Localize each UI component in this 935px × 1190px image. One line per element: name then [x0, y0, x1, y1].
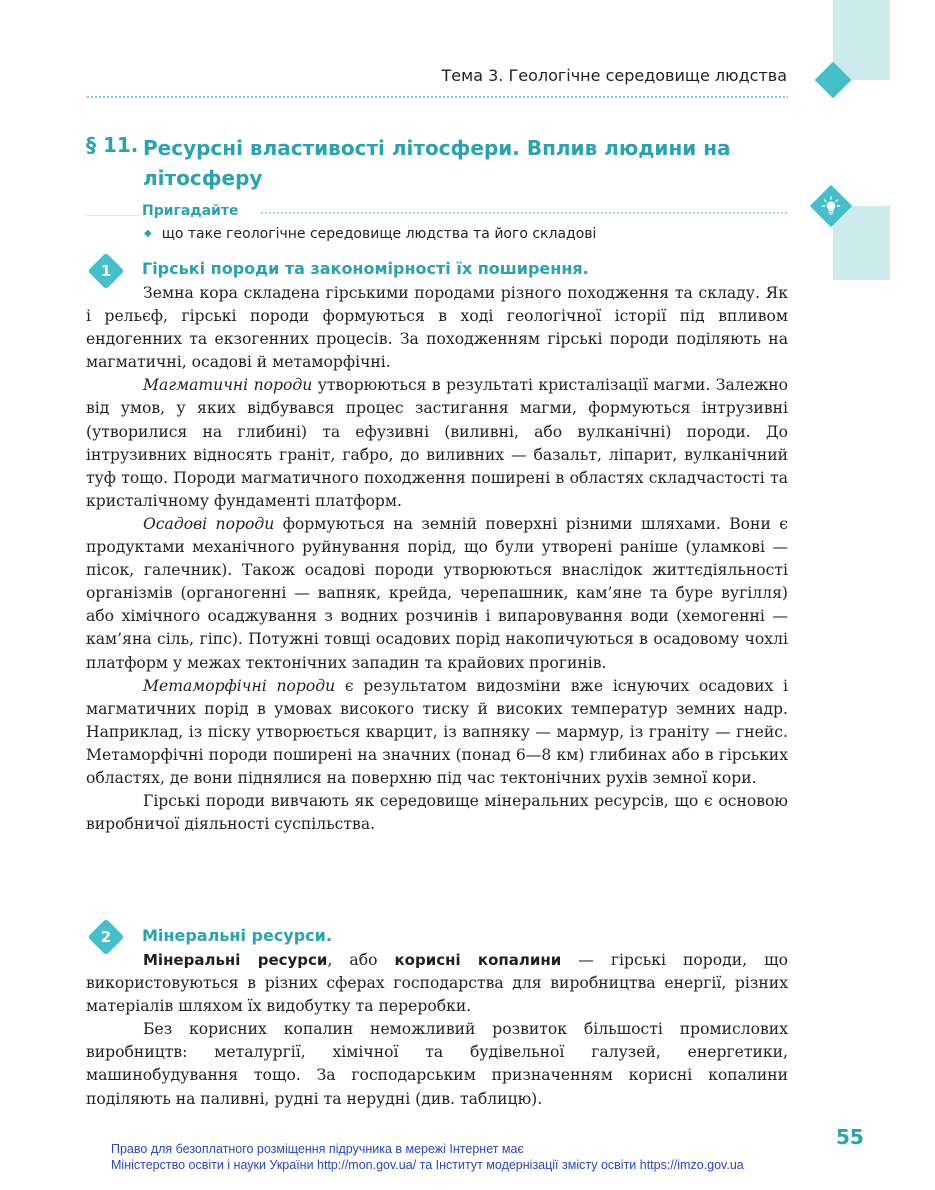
paragraph: Магматичні породи утворюються в результаті кристалізації магми. Залежно від умов, у яких відбувався процес застигання магми, формуються інтрузивні (утворилися на глибині) та ефузивні (виливні, або вулканічні) породи. До інтрузивних відносять граніт, габро, до виливних — базальт, ліпарит, вулканічний туф тощо. Породи магматичного походження поширені в областях складчастості та кристалічному фундаменті платформ. — [86, 376, 789, 510]
paragraph: Осадові породи формуються на земній поверхні різними шляхами. Вони є продуктами механічного руйнування порід, що були утворені раніше (уламкові — пісок, галечник). Також осадові породи утворюються внаслідок життєдіяльності організмів (органогенні — вапняк, крейда, черепашник, кам’яне та буре вугілля) або хімічного осаджування з водних розчинів і випаровування води (хемогенні — кам’яна сіль, гіпс). Потужні товщі осадових порід накопичуються в осадовому чохлі платформ у межах тектонічних западин та крайових прогинів. — [86, 514, 788, 672]
paragraph: Метаморфічні породи є результатом видозміни вже існуючих осадових і магматичних порід в умовах високого тиску й високих температур земних надр. Наприклад, із піску утворюється кварцит, із вапняку — мармур, із граніту — гнейс. Метаморфічні породи поширені на значних (понад 6—8 км) глибинах або в гірських областях, де вони піднялися на поверхню під час тектонічних рухів земної кори. — [86, 676, 788, 787]
page-number: 55 — [836, 1125, 864, 1149]
paragraph: Без корисних копалин неможливий розвиток більшості промислових виробництв: металургії, хімічної та будівельної галузей, енергетики, машинобудування тощо. За господарським призначенням корисні копалини поділяють на паливні, рудні та нерудні (див. таблицю). — [86, 1020, 788, 1108]
section-number: § 11. — [86, 133, 139, 157]
header-topic: Тема 3. Геологічне середовище людства — [441, 66, 787, 85]
header-dotted-rule — [86, 94, 788, 100]
side-tab-top — [833, 0, 890, 80]
paragraph: Гірські породи вивчають як середовище мінеральних ресурсів, що є основою виробничої діяльності суспільства. — [86, 792, 788, 834]
subsection-2-title: Мінеральні ресурси. — [142, 926, 332, 945]
paragraph: Земна кора складена гірськими породами різного походження та складу. Як і рельєф, гірські породи формуються в ході геологічної історії під впливом ендогенних та екзогенних процесів. За походженням гірські породи поділяють на магматичні, осадові й метаморфічні. — [86, 284, 788, 372]
remember-rule — [86, 215, 140, 216]
footer-line-2[interactable]: Міністерство освіти і науки України http://mon.gov.ua/ та Інститут модернізації змісту освіти https://imzo.gov.ua — [111, 1158, 744, 1172]
subsection-2-badge: 2 — [93, 924, 119, 950]
subsection-2-body — [86, 949, 788, 1111]
remember-dotted-rule — [260, 210, 788, 216]
subsection-1-badge: 1 — [93, 258, 119, 284]
remember-item: ◆ що таке геологічне середовище людства та його складові — [144, 226, 597, 242]
subsection-1-title: Гірські породи та закономірності їх поширення. — [142, 259, 589, 278]
bullet-diamond-icon: ◆ — [144, 228, 152, 239]
lightbulb-icon — [818, 193, 844, 219]
paragraph: Мінеральні ресурси, або корисні копалини — гірські породи, що використовуються в різних сферах господарства для виробництва енергії, різних матеріалів шляхом їх видобутку та переробки. — [86, 951, 788, 1016]
section-title: Ресурсні властивості літосфери. Вплив людини на літосферу — [143, 136, 731, 190]
subsection-1-body — [86, 282, 788, 836]
footer-line-1: Право для безоплатного розміщення підручника в мережі Інтернет має — [111, 1142, 524, 1156]
remember-heading: Пригадайте — [142, 203, 239, 219]
